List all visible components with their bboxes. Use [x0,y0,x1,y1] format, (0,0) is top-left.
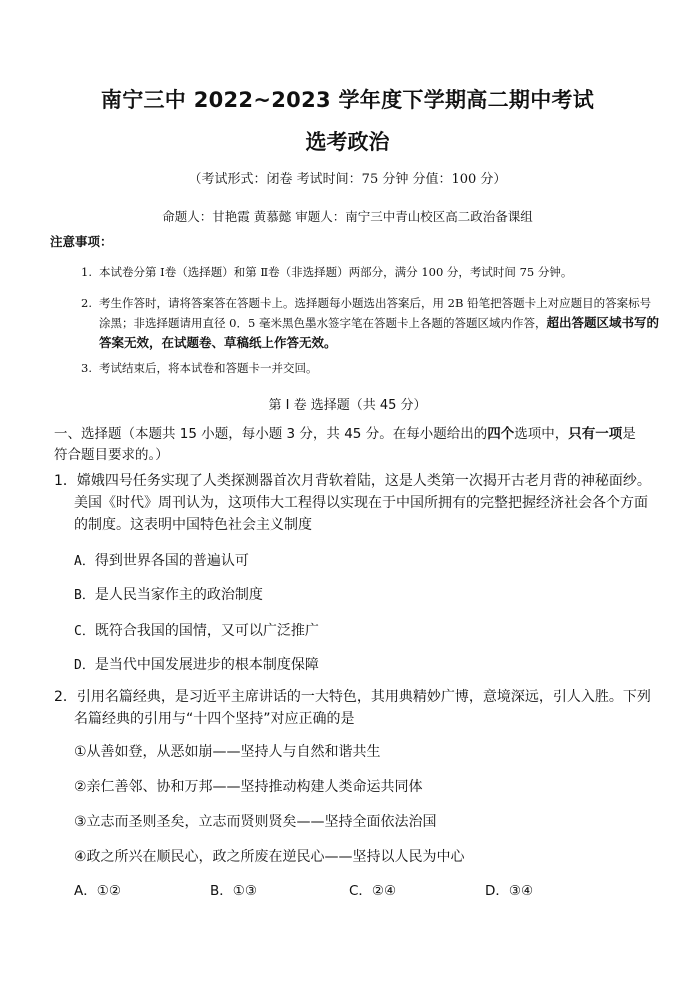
exam-authors: 命题人：甘艳霞 黄慕懿 审题人：南宁三中青山校区高二政治备课组 [162,209,533,224]
notice-text: 考试结束后，将本试卷和答题卡一并交回。 [99,361,318,375]
notice-number: 2. [81,296,92,310]
intro-text: 选项中， [514,426,569,442]
option-letter: D． [74,658,95,673]
exam-title: 南宁三中 2022~2023 学年度下学期高二期中考试 [100,88,595,112]
statement-1: ①从善如登，从恶如崩——坚持人与自然和谐共生 [74,744,381,760]
option-letter: B． [74,588,95,603]
option-text: 得到世界各国的普遍认可 [94,553,249,569]
intro-bold: 四个 [487,426,515,442]
question-1 [54,470,654,536]
exam-info: （考试形式：闭卷 考试时间：75 分钟 分值：100 分） [188,172,507,187]
question-2 [54,686,654,730]
notice-number: 1. [81,265,92,279]
notice-item [81,262,660,282]
statement-3: ③立志而圣则圣矣，立志而贤则贤矣——坚持全面依法治国 [74,814,437,830]
notice-item [81,293,660,353]
option-d [74,654,319,674]
notice-text: 考生作答时，请将答案答在答题卡上。选择题每小题选出答案后，用 2B 铅笔把答题卡上对应题目的答案标号涂黑；非选择题请用直径 0．5 毫米黑色墨水签字笔在答题卡上各题的答题区域内作答， [99,296,652,330]
notice-text: 本试卷分第 Ⅰ卷（选择题）和第 Ⅱ卷（非选择题）两部分，满分 100 分，考试时间 75 分钟。 [99,265,573,279]
option-b [74,584,263,604]
option-text: 是当代中国发展进步的根本制度保障 [94,657,319,673]
notice-bold-text: 超出答题区域书写的答案无效，在试题卷、草稿纸上作答无效。 [99,315,659,350]
part-intro [54,424,649,466]
exam-subject: 选考政治 [305,130,390,154]
option-a [74,550,249,570]
question-text: 1．嫦娥四号任务实现了人类探测器首次月背软着陆，这是人类第一次揭开古老月背的神秘面纱。美国《时代》周刊认为，这项伟大工程得以实现在于中国所拥有的完整把握经济社会各个方面的制度。这表明中国特色社会主义制度 [54,473,651,533]
statement-4: ④政之所兴在顺民心，政之所废在逆民心——坚持以人民为中心 [74,849,465,865]
choice-a: A．①② [74,883,121,899]
intro-text: 是符合题目要求的。） [54,426,636,463]
intro-bold: 只有一项 [568,426,623,442]
notice-heading: 注意事项： [50,234,113,249]
choice-b: B．①③ [210,883,257,899]
notice-item [81,358,660,378]
section-heading: 第 Ⅰ 卷 选择题（共 45 分） [268,398,427,413]
choice-d: D．③④ [485,883,534,899]
choice-c: C．②④ [349,883,397,899]
option-text: 既符合我国的国情，又可以广泛推广 [94,623,319,639]
option-letter: C． [74,624,95,639]
option-letter: A． [74,554,95,569]
option-c [74,620,319,640]
notice-text-wrapper [85,293,660,353]
question-text: 2．引用名篇经典，是习近平主席讲话的一大特色，其用典精妙广博，意境深远，引人入胜。下列名篇经典的引用与“十四个坚持”对应正确的是 [54,689,651,727]
option-text: 是人民当家作主的政治制度 [94,587,263,603]
intro-text: 一、选择题（本题共 15 小题，每小题 3 分，共 45 分。在每小题给出的 [54,426,488,442]
notice-number: 3. [81,361,92,375]
statement-2: ②亲仁善邻、协和万邦——坚持推动构建人类命运共同体 [74,779,423,795]
